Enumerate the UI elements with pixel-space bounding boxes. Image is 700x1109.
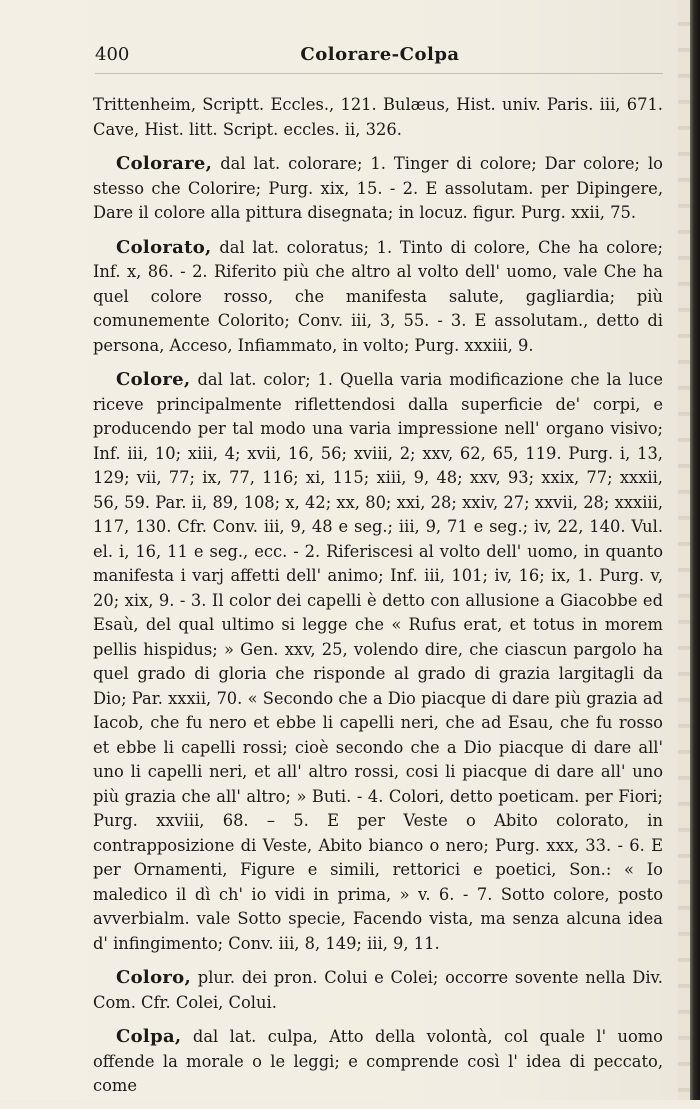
entry-colore xyxy=(93,368,663,956)
entry-text: dal lat. coloratus; 1. Tinto di colore, Che ha colore; Inf. x, 86. - 2. Riferito più che altro al volto dell' uomo, vale Che ha quel colore rosso, che manifesta salute, gagliardia; più comunemente Colorito; Conv. iii, 3, 55. - 3. E assolutam., detto di persona, Acceso, Infiammato, in volto; Purg. xxxiii, 9. xyxy=(93,237,663,355)
entry-colorare xyxy=(93,152,663,226)
headword: Colore, xyxy=(116,369,191,390)
adjacent-page-edge xyxy=(678,0,690,1100)
headword: Coloro, xyxy=(116,967,192,988)
page-number: 400 xyxy=(95,44,130,65)
entry-text: dal lat. color; 1. Quella varia modificazione che la luce riceve principalmente riflettendosi dalla superficie de' corpi, e producendo per tal modo una varia impressione nell' organo visivo; Inf. iii, 10; xiii, 4; xvii, 16, 56; xviii, 2; xxv, 62, 65, 119. Purg. i, 13, 129; vii, 77; ix, 77, 116; xi, 115; xiii, 9, 48; xxv, 93; xxix, 77; xxxii, 56, 59. Par. ii, 89, 108; x, 42; xx, 80; xxi, 28; xxiv, 27; xxvii, 28; xxxiii, 117, 130. Cfr. Conv. iii, 9, 48 e seg.; iii, 9, 71 e seg.; iv, 22, 140. Vul. el. i, 16, 11 e seg., ecc. - 2. Riferiscesi al volto dell' uomo, in quanto manifesta i varj affetti dell' animo; Inf. iii, 101; iv, 16; ix, 1. Purg. v, 20; xix, 9. - 3. Il color dei capelli è detto con allusione a Giacobbe ed Esaù, del qual ultimo si legge che « Rufus erat, et totus in morem pellis hispidus; » Gen. xxv, 25, volendo dire, che ciascun pargolo ha quel grado di gloria che risponde al grado di grazia largitagli da Dio; Par. xxxii, 70. « Secondo che a Dio piacque di dare più grazia ad Iacob, che fu nero et ebbe li capelli neri, che ad Esau, che fu rosso et ebbe li capelli rossi; cioè secondo che a Dio piacque di dare all' uno li capelli neri, et all' altro rossi, cosi li piacque di dare all' uno più grazia che all' altro; » Buti. - 4. Colori, detto poeticam. per Fiori; Purg. xxviii, 68. – 5. E per Veste o Abito colorato, in contrapposizione di Veste, Abito bianco o nero; Purg. xxx, 33. - 6. E per Ornamenti, Figure e simili, rettorici e poetici, Son.: « Io maledico il dì ch' io vidi in prima, » v. 6. - 7. Sotto colore, posto avverbialm. vale Sotto specie, Facendo vista, ma senza alcuna idea d' infingimento; Conv. iii, 8, 149; iii, 9, 11. xyxy=(93,370,663,953)
entry-text: plur. dei pron. Colui e Colei; occorre sovente nella Div. Com. Cfr. Colei, Colui. xyxy=(93,968,663,1012)
running-head: Colorare-Colpa xyxy=(300,44,460,65)
page-header xyxy=(95,44,665,72)
headword: Colorare, xyxy=(116,153,213,174)
headword: Colpa, xyxy=(116,1026,182,1047)
entry-colpa xyxy=(93,1025,663,1099)
entry-coloro xyxy=(93,966,663,1015)
entry-text: dal lat. colorare; 1. Tinger di colore; Dar colore; lo stesso che Colorire; Purg. xix, 15. - 2. E assolutam. per Dipingere, Dare il colore alla pittura disegnata; in locuz. figur. Purg. xxii, 75. xyxy=(93,154,663,222)
book-spine xyxy=(690,0,700,1100)
entry-colorato xyxy=(93,236,663,359)
entries-column xyxy=(93,93,663,1109)
header-rule xyxy=(95,73,663,74)
entry-continuation: Trittenheim, Scriptt. Eccles., 121. Bulæus, Hist. univ. Paris. iii, 671. Cave, Hist. litt. Script. eccles. ii, 326. xyxy=(93,95,663,139)
entry-text: dal lat. culpa, Atto della volontà, col quale l' uomo offende la morale o le leggi; e comprende così l' idea di peccato, come xyxy=(93,1027,663,1095)
headword: Colorato, xyxy=(116,236,212,258)
